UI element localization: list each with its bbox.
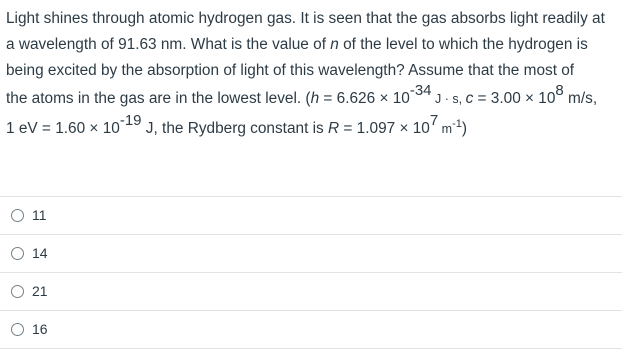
question-line-1 [6,10,605,28]
radio-button-4[interactable] [11,323,24,336]
exponent-rydberg: 7 [429,112,439,129]
question-line-5-text-e: ) [461,120,468,137]
question-line-4-text-d: = 3.00 × 10 [473,90,556,107]
answer-label-2: 14 [32,245,48,261]
radio-button-3[interactable] [11,285,24,298]
answer-label-1: 11 [32,207,47,223]
answer-option-3[interactable] [0,273,622,311]
exponent-planck: -34 [409,82,432,99]
question-line-2-text-a: a wavelength of 91.63 nm. What is the value of [6,36,331,53]
radio-button-1[interactable] [11,209,24,222]
question-line-4 [6,82,598,108]
variable-h: h [310,90,320,107]
radio-button-2[interactable] [11,247,24,260]
variable-c: c [465,90,474,107]
answer-option-4[interactable] [0,311,622,349]
answer-label-4: 16 [32,321,48,337]
question-line-3-text: being excited by the absorption of light of this wavelength? Assume that the most of [6,62,575,79]
question-line-1-text: Light shines through atomic hydrogen gas. It is seen that the gas absorbs light readily at [6,10,605,27]
question-line-5 [6,112,468,138]
exponent-electron-volt: -19 [119,112,142,129]
question-line-4-text-b: = 6.626 × 10 [319,90,410,107]
question-line-4-text-a: the atoms in the gas are in the lowest level. ( [6,90,311,107]
question-line-5-text-c: = 1.097 × 10 [339,120,430,137]
question-line-2 [6,36,588,54]
question-line-2-text-b: of the level to which the hydrogen is [338,36,588,53]
question-line-4-text-c: J · s, [431,92,466,106]
answer-list [0,196,622,349]
variable-n: n [330,36,339,53]
question-line-4-text-e: m/s, [563,90,598,107]
answer-option-2[interactable] [0,235,622,273]
answer-label-3: 21 [32,283,48,299]
answer-option-1[interactable] [0,197,622,235]
question-line-5-text-b: J, the Rydberg constant is [141,120,329,137]
question-line-5-text-d: m [438,122,453,136]
question-line-5-text-a: 1 eV = 1.60 × 10 [6,120,120,137]
question-line-3 [6,62,574,80]
exponent-inverse-meter: -1 [452,118,462,130]
variable-r: R [328,120,340,137]
exponent-speed-of-light: 8 [555,82,564,99]
